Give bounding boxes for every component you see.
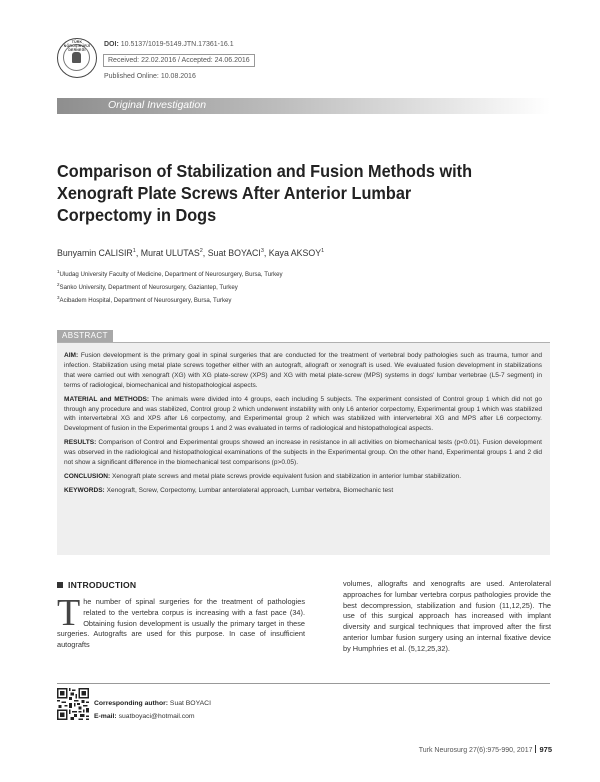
introduction-heading bbox=[57, 580, 136, 590]
correspondence-block bbox=[94, 697, 211, 723]
abstract-text bbox=[64, 351, 542, 500]
email-label: E-mail: bbox=[94, 713, 117, 720]
author-name: Kaya AKSOY bbox=[268, 248, 322, 258]
corresponding-author-name: Suat BOYACI bbox=[169, 700, 211, 707]
author-affiliation-marker: 1 bbox=[321, 248, 325, 255]
affiliation-number: 3 bbox=[57, 295, 60, 301]
body-column-left bbox=[57, 592, 305, 651]
abstract-aim bbox=[64, 351, 542, 391]
affiliation-number: 1 bbox=[57, 269, 60, 274]
keywords-text: Xenograft, Screw, Corpectomy, Lumbar anterolateral approach, Lumbar vertebra, Biomechanic test bbox=[106, 486, 394, 494]
article-title: Comparison of Stabilization and Fusion Methods with Xenograft Plate Screws After Anterior Lumbar Corpectomy in Dogs bbox=[57, 161, 473, 225]
author-affiliation-marker: 3 bbox=[260, 248, 264, 255]
author-affiliation-marker: 2 bbox=[199, 248, 203, 255]
abstract-results bbox=[64, 438, 542, 468]
keywords-label: KEYWORDS: bbox=[64, 486, 105, 494]
page-footer bbox=[419, 745, 552, 754]
received-accepted: Received: 22.02.2016 / Accepted: 24.06.2016 bbox=[103, 54, 255, 67]
aim-text: Fusion development is the primary goal in spinal surgeries that are conducted for the treatment of vertebral body pathologies such as trauma, tumor and infection. Stabilization using metal plate screws together either with an autograft, allograft or xenograft is used. We evaluated fusion development in stabilizations that were carried out with xenograft (XG) with XG plate-screw (XPS) and XG with metal plate-screw (MPS) systems in dogs' lumbar vertebrae (L5-7 segment) in terms of radiological, biomechanical and histopathological aspects. bbox=[64, 352, 542, 389]
conclusion-text: Xenograft plate screws and metal plate screws provide equivalent fusion and stabilization in anterior lumbar stabilization. bbox=[112, 472, 462, 480]
affiliation-item bbox=[57, 267, 283, 280]
abstract-methods bbox=[64, 395, 542, 435]
conclusion-label: CONCLUSION: bbox=[64, 472, 111, 480]
affiliation-text: Uludag University Faculty of Medicine, Department of Neurosurgery, Bursa, Turkey bbox=[59, 271, 283, 279]
drop-cap: T bbox=[57, 592, 81, 634]
doi-line bbox=[104, 41, 234, 48]
email-link[interactable]: suatboyaci@hotmail.com bbox=[118, 713, 195, 720]
footer-separator bbox=[535, 745, 536, 753]
author-name: Murat ULUTAS bbox=[140, 248, 200, 258]
square-bullet-icon bbox=[57, 582, 63, 588]
results-text: Comparison of Control and Experimental groups showed an increase in resistance in all activities on biomechanical tests (p<0.01). Fusion development was observed in the radiological and histopathological examinations of the subjects in the Experimental group. On the other hand, Experimental groups 1 and 2 did not show a significant difference in the biomechanical test comparisons (p>0.05). bbox=[64, 439, 542, 467]
doi-label: DOI: bbox=[104, 41, 119, 48]
author-affiliation-marker: 1 bbox=[132, 248, 136, 255]
affiliation-number: 2 bbox=[57, 282, 60, 288]
correspondence-rule bbox=[57, 683, 550, 684]
page-number: 975 bbox=[539, 745, 552, 754]
author-name: Bunyamin CALISIR bbox=[57, 248, 133, 258]
footer-citation: Turk Neurosurg 27(6):975-990, 2017 bbox=[418, 747, 533, 754]
abstract-label: ABSTRACT bbox=[62, 331, 108, 340]
corresponding-author-label: Corresponding author: bbox=[94, 700, 169, 707]
affiliation-text: Acibadem Hospital, Department of Neurosurgery, Bursa, Turkey bbox=[59, 297, 232, 305]
aim-label: AIM: bbox=[64, 352, 79, 359]
journal-logo bbox=[57, 38, 97, 78]
author-list: Bunyamin CALISIR$^1$, Murat ULUTAS$^2$, Suat BOYACI$^3$, Kaya AKSOY$^1$ bbox=[57, 248, 325, 258]
published-online: Published Online: 10.08.2016 bbox=[104, 73, 196, 80]
affiliation-list bbox=[57, 267, 283, 306]
intro-paragraph-1: he number of spinal surgeries for the treatment of pathologies related to the vertebra corpus is increasing with a fast pace (34). Obtaining fusion development is usually the primary target in these surgeries. Autografts are used for this purpose. In case of insufficient autografts bbox=[57, 597, 305, 650]
body-column-right: volumes, allografts and xenografts are used. Anterolateral approaches for lumbar vertebra corpus pathologies provide the best decompression, stabilization and fusion (11,12,25). The use of this surgical approach has increased with implant diversity and surgical techniques that improved after the first anterior lumbar fusion surgery using an internal fixative device by Humphries et al. (5,12,25,32). bbox=[343, 579, 551, 653]
methods-label: MATERIAL and METHODS: bbox=[64, 395, 150, 403]
affiliation-text: Sanko University, Department of Neurosurgery, Gaziantep, Turkey bbox=[59, 284, 238, 292]
methods-text: The animals were divided into 4 groups, each including 5 subjects. The experiment consisted of Control group 1 which did not go through any procedure and was stabilized, Control group 2 which underwent instability with only L6 anterior corpectomy, Experimental group 1 which was stabilized with intervertebral XG and XPS after L6 corpectomy, and Experimental group 2 which was stabilized with intervertebral XG and MPS after L6 corpectomy. Development of fusion in the Experimental groups 1 and 2 was evaluated in terms of radiological and histopathological aspects. bbox=[64, 395, 542, 433]
doi-value[interactable]: 10.5137/1019-5149.JTN.17361-16.1 bbox=[120, 41, 234, 48]
email-line bbox=[94, 710, 211, 723]
logo-text: TÜRK NÖROŞİRÜRJİ DERNEĞİ bbox=[63, 40, 91, 52]
author-name: Suat BOYACI bbox=[207, 248, 261, 258]
abstract-conclusion bbox=[64, 472, 542, 482]
affiliation-item bbox=[57, 293, 283, 306]
results-label: RESULTS: bbox=[64, 439, 97, 447]
introduction-heading-text: INTRODUCTION bbox=[68, 580, 137, 590]
section-label: Original Investigation bbox=[108, 99, 207, 111]
affiliation-item bbox=[57, 280, 283, 293]
qr-code-icon bbox=[57, 688, 89, 720]
corresponding-author-line bbox=[94, 697, 211, 710]
abstract-keywords bbox=[64, 486, 542, 496]
